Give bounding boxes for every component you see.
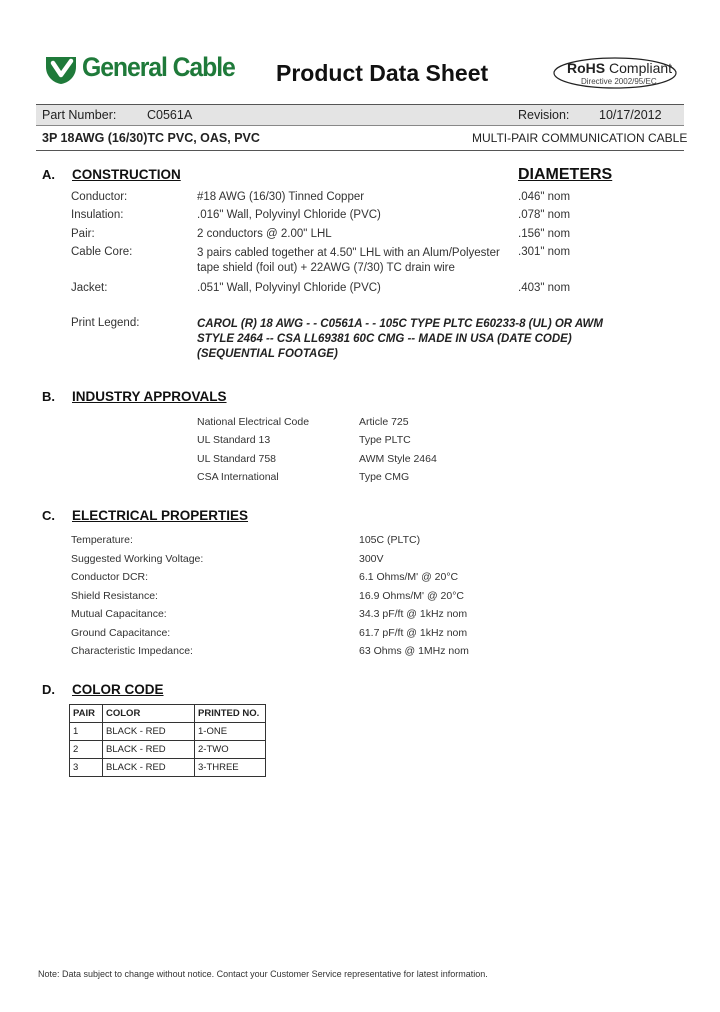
table-cell: 2 bbox=[70, 741, 103, 759]
property-name: Conductor DCR: bbox=[71, 571, 149, 583]
part-number-band bbox=[36, 105, 684, 125]
pair-diameter: .156" nom bbox=[518, 228, 571, 240]
column-header: PAIR bbox=[70, 705, 103, 723]
approval-name: UL Standard 758 bbox=[197, 453, 277, 465]
approval-name: CSA International bbox=[197, 471, 279, 483]
table-cell: BLACK - RED bbox=[103, 759, 195, 777]
table-header-row bbox=[70, 705, 266, 723]
column-header: PRINTED NO. bbox=[195, 705, 266, 723]
footer-note: Note: Data subject to change without notice. Contact your Customer Service representative for latest information. bbox=[38, 969, 488, 979]
approval-value: Type PLTC bbox=[359, 434, 411, 446]
insulation-diameter: .078" nom bbox=[518, 209, 571, 221]
table-cell: BLACK - RED bbox=[103, 741, 195, 759]
revision-value: 10/17/2012 bbox=[599, 108, 662, 122]
table-cell: 3-THREE bbox=[195, 759, 266, 777]
table-row bbox=[70, 723, 266, 741]
conductor-label: Conductor: bbox=[71, 191, 128, 203]
approval-value: Article 725 bbox=[359, 416, 409, 428]
column-header: COLOR bbox=[103, 705, 195, 723]
property-name: Ground Capacitance: bbox=[71, 627, 171, 639]
approval-value: AWM Style 2464 bbox=[359, 453, 437, 465]
approval-name: National Electrical Code bbox=[197, 416, 310, 428]
construction-heading: CONSTRUCTION bbox=[72, 167, 181, 182]
revision-label: Revision: bbox=[518, 108, 570, 122]
cable-description: 3P 18AWG (16/30)TC PVC, OAS, PVC bbox=[42, 131, 260, 145]
rohs-label: RoHS Compliant bbox=[567, 60, 673, 76]
property-name: Temperature: bbox=[71, 534, 133, 546]
electrical-properties-heading: ELECTRICAL PROPERTIES bbox=[72, 508, 249, 523]
cable-core-diameter: .301" nom bbox=[518, 246, 571, 258]
cable-category: MULTI-PAIR COMMUNICATION CABLE bbox=[472, 131, 688, 145]
insulation-label: Insulation: bbox=[71, 209, 124, 221]
rohs-directive: Directive 2002/95/EC bbox=[581, 77, 657, 86]
property-value: 61.7 pF/ft @ 1kHz nom bbox=[359, 627, 468, 639]
cable-core-label: Cable Core: bbox=[71, 246, 133, 258]
part-number-label: Part Number: bbox=[42, 108, 117, 122]
table-row bbox=[70, 759, 266, 777]
property-name: Suggested Working Voltage: bbox=[71, 553, 204, 565]
divider bbox=[36, 150, 684, 151]
approval-name: UL Standard 13 bbox=[197, 434, 271, 446]
general-cable-logo-icon bbox=[44, 53, 78, 85]
cable-core-value: 3 pairs cabled together at 4.50" LHL with an Alum/Polyester tape shield (foil out) + 22AWG (7/30) TC drain wire bbox=[197, 247, 500, 274]
section-letter-d: D. bbox=[42, 682, 55, 697]
brand-name: General Cable bbox=[82, 52, 235, 82]
approval-value: Type CMG bbox=[359, 471, 410, 483]
diameters-heading: DIAMETERS bbox=[518, 166, 613, 183]
pair-value: 2 conductors @ 2.00" LHL bbox=[197, 228, 332, 240]
property-name: Characteristic Impedance: bbox=[71, 645, 193, 657]
jacket-label: Jacket: bbox=[71, 282, 108, 294]
section-letter-c: C. bbox=[42, 508, 55, 523]
property-name: Mutual Capacitance: bbox=[71, 608, 167, 620]
property-name: Shield Resistance: bbox=[71, 590, 158, 602]
property-value: 63 Ohms @ 1MHz nom bbox=[359, 645, 469, 657]
property-value: 6.1 Ohms/M' @ 20°C bbox=[359, 571, 459, 583]
pair-label: Pair: bbox=[71, 228, 95, 240]
industry-approvals-heading: INDUSTRY APPROVALS bbox=[72, 389, 227, 404]
table-cell: 1 bbox=[70, 723, 103, 741]
property-value: 105C (PLTC) bbox=[359, 534, 421, 546]
table-cell: BLACK - RED bbox=[103, 723, 195, 741]
conductor-value: #18 AWG (16/30) Tinned Copper bbox=[197, 191, 365, 203]
color-code-table bbox=[69, 704, 266, 777]
divider bbox=[36, 125, 684, 126]
table-cell: 2-TWO bbox=[195, 741, 266, 759]
jacket-diameter: .403" nom bbox=[518, 282, 571, 294]
property-value: 16.9 Ohms/M' @ 20°C bbox=[359, 590, 464, 602]
property-value: 34.3 pF/ft @ 1kHz nom bbox=[359, 608, 468, 620]
property-value: 300V bbox=[359, 553, 384, 565]
jacket-value: .051" Wall, Polyvinyl Chloride (PVC) bbox=[197, 282, 381, 294]
section-letter-b: B. bbox=[42, 389, 55, 404]
page-title: Product Data Sheet bbox=[276, 60, 489, 86]
insulation-value: .016" Wall, Polyvinyl Chloride (PVC) bbox=[197, 209, 381, 221]
table-cell: 1-ONE bbox=[195, 723, 266, 741]
part-number-value: C0561A bbox=[147, 108, 193, 122]
table-cell: 3 bbox=[70, 759, 103, 777]
table-row bbox=[70, 741, 266, 759]
color-code-heading: COLOR CODE bbox=[72, 682, 164, 697]
section-letter-a: A. bbox=[42, 167, 55, 182]
rohs-badge bbox=[551, 54, 679, 92]
print-legend-label: Print Legend: bbox=[71, 317, 140, 329]
conductor-diameter: .046" nom bbox=[518, 191, 571, 203]
print-legend-value: CAROL (R) 18 AWG - - C0561A - - 105C TYPE PLTC E60233-8 (UL) OR AWM STYLE 2464 -- CSA LL69381 60C CMG -- MADE IN USA (DATE CODE) (SEQUENTIAL FOOTAGE) bbox=[197, 318, 603, 360]
